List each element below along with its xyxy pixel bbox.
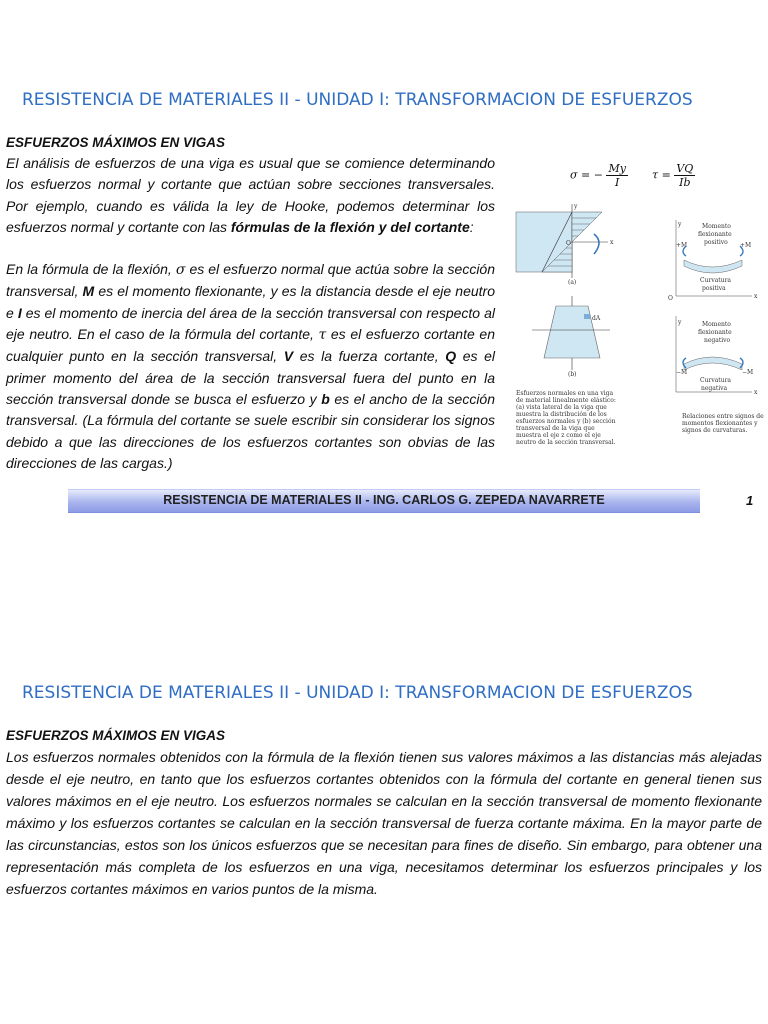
label-a: (a)	[568, 279, 577, 286]
svg-text:positivo: positivo	[704, 239, 728, 246]
right-figure-caption: Relaciones entre signos de momentos flexionantes y signos de curvaturas.	[682, 413, 764, 434]
page-2-heading: ESFUERZOS MÁXIMOS EN VIGAS	[6, 728, 226, 743]
shear-formula: τ = $\frac{VQ}{Ib}$	[652, 162, 694, 189]
beam-stress-figure	[510, 198, 630, 383]
svg-text:y: y	[574, 203, 578, 210]
svg-text:flexionante: flexionante	[698, 329, 732, 336]
svg-text:Curvatura: Curvatura	[700, 277, 732, 284]
svg-text:Momento: Momento	[702, 321, 731, 328]
svg-text:x: x	[754, 389, 758, 394]
page-2-title: RESISTENCIA DE MATERIALES II - UNIDAD I: TRANSFORMACION DE ESFUERZOS	[22, 683, 693, 703]
paragraph-2: En la fórmula de la flexión, σ es el esfuerzo normal que actúa sobre la sección transversal, M es el momento flexionante, y es la distancia desde el eje neutro e I es el momento de inercia del área de la sección transversal con respecto al eje neutro. En el caso de la fórmula del cortante, τ es el esfuerzo cortante en cualquier punto en la sección transversal, V es la fuerza cortante, Q es el primer momento del área de la sección transversal fuera del punto en la sección transversal donde se busca el esfuerzo y b es el ancho de la sección transversal. (La fórmula del cortante se suele escribir sin considerar los signos debido a que las direcciones de los esfuerzos cortantes son obvias de las direcciones de las cargas.)	[6, 261, 495, 471]
svg-text:x: x	[610, 239, 614, 246]
svg-text:x: x	[754, 293, 758, 300]
page-title: RESISTENCIA DE MATERIALES II - UNIDAD I: TRANSFORMACION DE ESFUERZOS	[22, 90, 693, 110]
footer-bar	[68, 489, 700, 513]
svg-text:+M: +M	[676, 242, 688, 249]
intro-text	[6, 153, 495, 474]
footer-text: RESISTENCIA DE MATERIALES II - ING. CARLOS G. ZEPEDA NAVARRETE	[163, 493, 605, 507]
svg-text:negativo: negativo	[704, 337, 731, 344]
svg-text:O: O	[668, 295, 673, 302]
tau-symbol: τ	[318, 327, 327, 344]
page-number: 1	[746, 493, 754, 508]
left-figure-caption: Esfuerzos normales en una viga de material linealmente elástico: (a) vista lateral de la viga que muestra la distribución de los esfuerzos normales y (b) sección transversal de la viga que muestra el eje z como el eje neutro de la sección transversal.	[516, 390, 616, 446]
svg-text:−M: −M	[742, 369, 754, 376]
page-2-paragraph: Los esfuerzos normales obtenidos con la fórmula de la flexión tienen sus valores máximos a las distancias más alejadas desde el eje neutro, en tanto que los esfuerzos cortantes obtenidos con la fórmula del cortante en general tienen sus valores máximos en el eje neutro. Los esfuerzos normales se calculan en la sección transversal de momento flexionante máximo y los esfuerzos cortantes se calculan en la sección transversal de fuerza cortante máxima. En la mayor parte de las circunstancias, estos son los únicos esfuerzos que se necesitan para fines de diseño. Sin embargo, para obtener una representación más completa de los esfuerzos en una viga, necesitamos determinar los esfuerzos principales y los esfuerzos cortantes máximos en varios puntos de la misma.	[6, 749, 762, 897]
svg-text:y: y	[678, 221, 682, 228]
label-b: (b)	[568, 371, 577, 378]
svg-text:dA: dA	[592, 315, 601, 322]
svg-text:y: y	[678, 319, 682, 326]
paragraph-1: El análisis de esfuerzos de una viga es usual que se comience determinando los esfuerzos normal y cortante que actúan sobre secciones transversales. Por ejemplo, cuando es válida la ley de Hooke, podemos determinar los esfuerzos normal y cortante con las fórmulas de la flexión y del cortante:	[6, 155, 495, 235]
svg-text:flexionante: flexionante	[698, 231, 732, 238]
svg-text:O: O	[566, 240, 571, 247]
svg-text:negativa: negativa	[701, 385, 728, 392]
section-heading: ESFUERZOS MÁXIMOS EN VIGAS	[6, 135, 226, 150]
flexure-formula: σ = − $\frac{My}{I}$	[570, 162, 626, 189]
svg-text:Momento: Momento	[702, 223, 731, 230]
formula-names: fórmulas de la flexión y del cortante	[230, 218, 470, 235]
svg-text:positiva: positiva	[702, 285, 726, 292]
moment-curvature-figure	[664, 218, 768, 394]
svg-text:−M: −M	[676, 369, 688, 376]
svg-text:+M: +M	[740, 242, 752, 249]
sigma-symbol: σ	[175, 262, 186, 279]
svg-text:Curvatura: Curvatura	[700, 377, 732, 384]
